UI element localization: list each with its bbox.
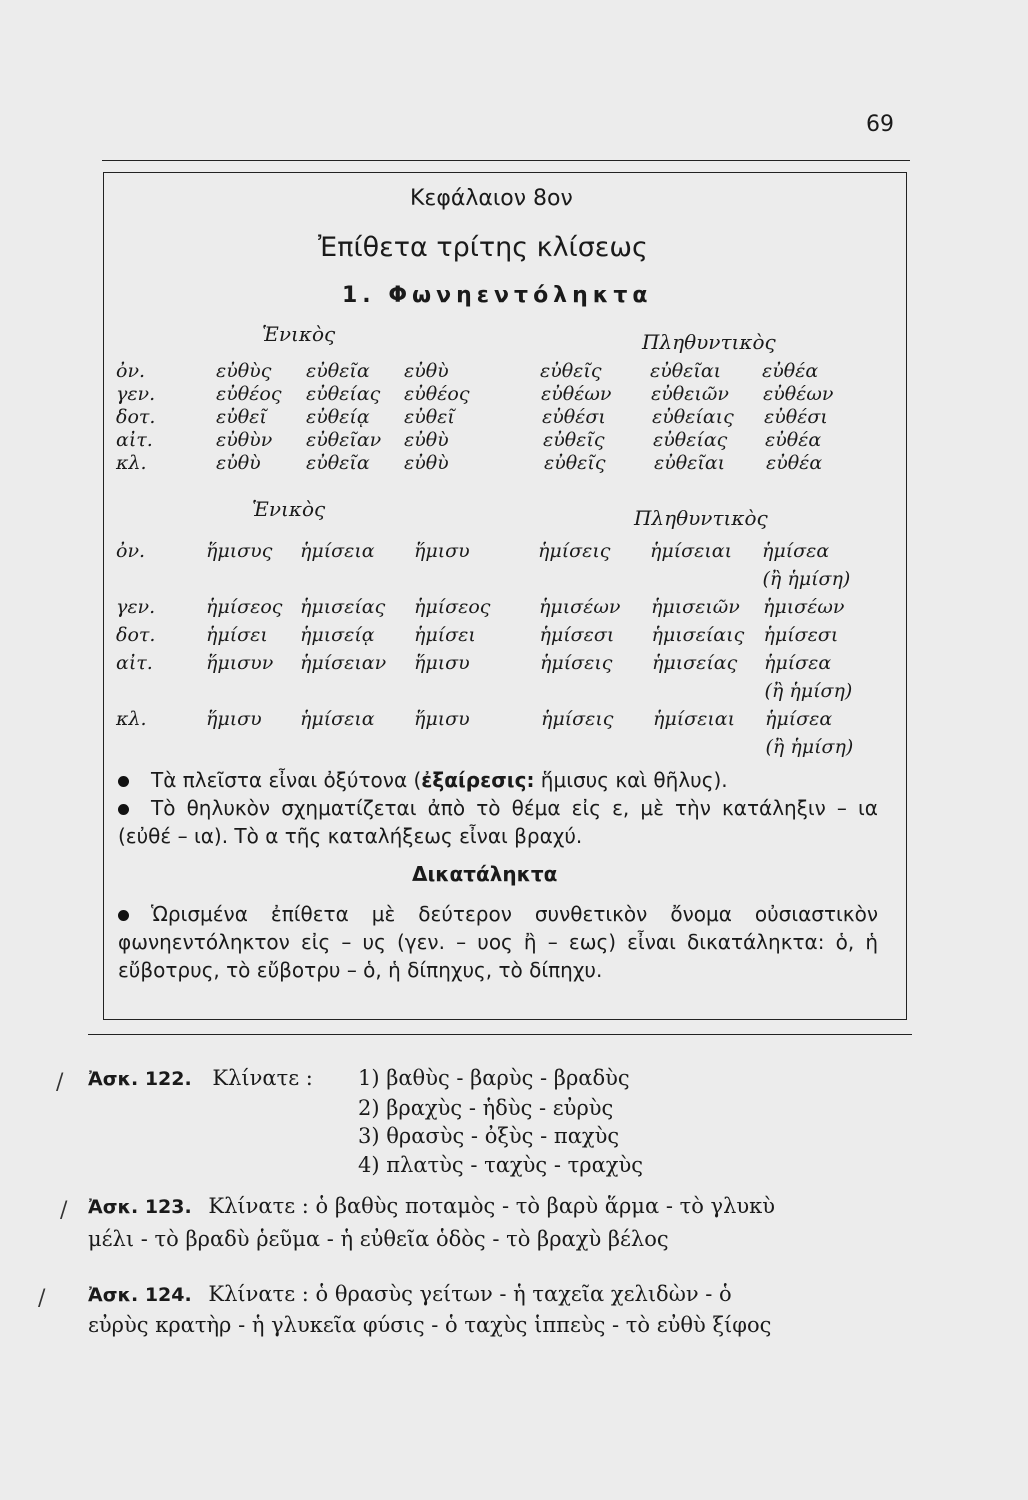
case-label: γεν. — [116, 383, 156, 405]
exercise-122-instruction: Κλίνατε : — [212, 1066, 313, 1090]
singular-form: εὐθὺ — [216, 452, 261, 474]
singular-form: εὐθέος — [216, 383, 282, 405]
singular-form: εὐθὺ — [404, 429, 449, 451]
case-label: ὀν. — [116, 540, 146, 562]
section-heading-dikatalikta: Δικατάληκτα — [412, 862, 558, 886]
singular-form: εὐθεῖ — [404, 406, 455, 428]
plural-form: εὐθέα — [762, 360, 819, 382]
rule-oxytone-exception: ἥμισυς καὶ θῆλυς). — [534, 768, 728, 792]
top-rule — [102, 160, 910, 161]
plural-form: ἡμίσεις — [540, 652, 613, 674]
singular-form: εὐθὺ — [404, 452, 449, 474]
check-mark-icon: / — [38, 1286, 46, 1311]
plural-form: ἡμίσεσι — [763, 624, 839, 646]
plural-form: ἡμίσεα — [764, 652, 832, 674]
singular-form: ἥμισυ — [206, 708, 262, 730]
exercise-122-item: 4) πλατὺς - ταχὺς - τραχὺς — [358, 1153, 644, 1177]
bullet-icon — [118, 776, 129, 787]
singular-form: ἡμίσεια — [300, 708, 375, 730]
singular-form: εὐθὺν — [216, 429, 273, 451]
bullet-icon — [118, 804, 129, 815]
plural-form: ἡμίσεις — [538, 540, 611, 562]
exercise-124-line2: εὐρὺς κρατὴρ - ἡ γλυκεῖα φύσις - ὁ ταχὺς ἱππεὺς - τὸ εὐθὺ ξίφος — [88, 1313, 772, 1337]
plural-form: ἡμισείαις — [651, 624, 745, 646]
subsection-heading: 1. Φωνηεντόληκτα — [342, 283, 653, 308]
rule-dikatalikta-text: Ὡρισμένα ἐπίθετα μὲ δεύτερον συνθετικὸν ὄνομα οὐσιαστικὸν φωνηεντόληκτον εἰς – υς (γεν. – υος ἢ – εως) εἶναι δικατάληκτα: ὁ, ἡ εὔβοτρυς, τὸ εὔβοτρυ – ὁ, ἡ δίπηχυς, τὸ δίπηχυ. — [118, 902, 878, 982]
singular-form: εὐθείας — [306, 383, 381, 405]
plural-form: εὐθεῖαι — [654, 452, 726, 474]
bullet-icon — [118, 910, 129, 921]
singular-form: ἥμισυν — [206, 652, 274, 674]
plural-form: ἡμίσειαι — [650, 540, 733, 562]
case-label: γεν. — [116, 596, 156, 618]
exercise-123-line2: μέλι - τὸ βραδὺ ῥεῦμα - ἡ εὐθεῖα ὁδὸς - τὸ βραχὺ βέλος — [88, 1227, 669, 1251]
rule-feminine-text: Τὸ θηλυκὸν σχηματίζεται ἀπὸ τὸ θέμα εἰς ε, μὲ τὴν κατάληξιν – ια (εὐθέ – ια). Τὸ α τῆς καταλήξεως εἶναι βραχύ. — [118, 796, 878, 848]
plural-form: εὐθέσι — [542, 406, 606, 428]
plural-form: εὐθείαις — [652, 406, 734, 428]
singular-form: ἥμισυς — [206, 540, 273, 562]
exercise-122-item: 3) θρασὺς - ὀξὺς - παχὺς — [358, 1124, 620, 1148]
case-label: ὀν. — [116, 360, 146, 382]
singular-form: ἡμισείᾳ — [300, 624, 375, 646]
plural-form: ἡμίσεα — [762, 540, 830, 562]
plural-form: ἡμισείας — [652, 652, 738, 674]
exercise-122-item: 1) βαθὺς - βαρὺς - βραδὺς — [358, 1066, 630, 1090]
singular-form: εὐθεῖα — [306, 452, 370, 474]
singular-form: εὐθείᾳ — [306, 406, 370, 428]
plural-form: ἡμίσειαι — [653, 708, 736, 730]
bottom-rule — [88, 1034, 912, 1035]
singular-form: ἥμισυ — [414, 708, 470, 730]
plural-form: εὐθέων — [541, 383, 612, 405]
rule-exception-label: ἐξαίρεσις: — [421, 768, 535, 792]
case-label: κλ. — [116, 452, 147, 474]
plural-form: ἡμισειῶν — [651, 596, 740, 618]
plural-form: ἡμισέων — [539, 596, 621, 618]
singular-form: εὐθεῖα — [306, 360, 370, 382]
rule-dikatalikta — [118, 900, 878, 984]
table2-plural-header: Πληθυντικὸς — [634, 506, 768, 530]
case-label: δοτ. — [116, 406, 156, 428]
plural-form: ἡμίσεσι — [539, 624, 615, 646]
plural-form: εὐθέσι — [764, 406, 828, 428]
exercise-122-label — [88, 1066, 313, 1090]
singular-form: ἡμίσει — [206, 624, 268, 646]
singular-form: εὐθὺς — [216, 360, 272, 382]
plural-form: (ἢ ἡμίση) — [764, 680, 853, 702]
plural-form: εὐθέα — [766, 452, 823, 474]
singular-form: ἥμισυ — [414, 540, 470, 562]
singular-form: ἡμίσεος — [414, 596, 491, 618]
singular-form: ἡμισείας — [300, 596, 386, 618]
exercise-124-number: Ἀσκ. 124. — [88, 1284, 192, 1306]
rule-feminine — [118, 794, 878, 850]
singular-form: ἡμίσει — [414, 624, 476, 646]
exercise-124 — [88, 1282, 732, 1306]
case-label: αἰτ. — [116, 652, 153, 674]
plural-form: ἡμισέων — [763, 596, 845, 618]
singular-form: εὐθεῖαν — [306, 429, 382, 451]
page-title: Ἐπίθετα τρίτης κλίσεως — [318, 232, 648, 263]
rule-oxytone — [118, 766, 878, 794]
exercise-122-number: Ἀσκ. 122. — [88, 1068, 192, 1090]
plural-form: ἡμίσεις — [541, 708, 614, 730]
singular-form: ἥμισυ — [414, 652, 470, 674]
chapter-heading: Κεφάλαιον 8ον — [410, 186, 573, 211]
singular-form: ἡμίσειαν — [300, 652, 387, 674]
exercise-123 — [88, 1194, 775, 1218]
exercise-124-line1: Κλίνατε : ὁ θρασὺς γείτων - ἡ ταχεῖα χελιδὼν - ὁ — [208, 1282, 732, 1306]
exercise-123-number: Ἀσκ. 123. — [88, 1196, 192, 1218]
table1-singular-header: Ἑνικὸς — [262, 322, 336, 346]
singular-form: εὐθεῖ — [216, 406, 267, 428]
singular-form: ἡμίσεια — [300, 540, 375, 562]
plural-form: εὐθείας — [653, 429, 728, 451]
table1-plural-header: Πληθυντικὸς — [642, 330, 776, 354]
check-mark-icon: / — [60, 1198, 68, 1223]
exercise-123-line1: Κλίνατε : ὁ βαθὺς ποταμὸς - τὸ βαρὺ ἅρμα - τὸ γλυκὺ — [208, 1194, 776, 1218]
rule-oxytone-text: Τὰ πλεῖστα εἶναι ὀξύτονα ( — [151, 768, 422, 792]
case-label: δοτ. — [116, 624, 156, 646]
singular-form: εὐθὺ — [404, 360, 449, 382]
singular-form: εὐθέος — [404, 383, 470, 405]
table2-singular-header: Ἑνικὸς — [252, 497, 326, 521]
plural-form: (ἢ ἡμίση) — [765, 736, 854, 758]
plural-form: εὐθειῶν — [651, 383, 729, 405]
plural-form: (ἢ ἡμίση) — [762, 568, 851, 590]
case-label: κλ. — [116, 708, 147, 730]
page-number: 69 — [866, 112, 894, 137]
plural-form: εὐθεῖς — [540, 360, 602, 382]
plural-form: εὐθεῖς — [544, 452, 606, 474]
exercise-122-item: 2) βραχὺς - ἡδὺς - εὐρὺς — [358, 1096, 614, 1120]
case-label: αἰτ. — [116, 429, 153, 451]
singular-form: ἡμίσεος — [206, 596, 283, 618]
plural-form: εὐθεῖαι — [650, 360, 722, 382]
plural-form: εὐθέα — [765, 429, 822, 451]
plural-form: εὐθέων — [763, 383, 834, 405]
plural-form: ἡμίσεα — [765, 708, 833, 730]
check-mark-icon: / — [56, 1070, 64, 1095]
plural-form: εὐθεῖς — [543, 429, 605, 451]
